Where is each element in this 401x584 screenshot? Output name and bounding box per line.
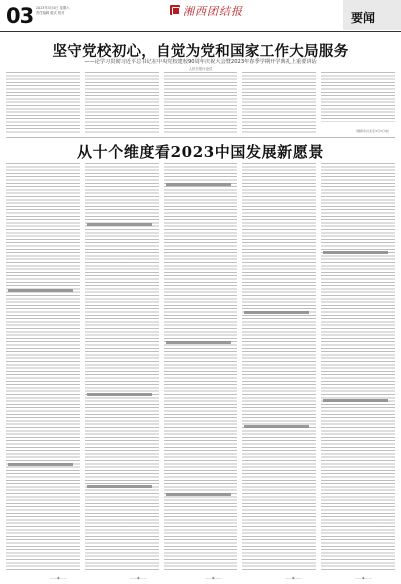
issue-meta-line: 2023年3月4日 星期六 bbox=[36, 6, 70, 10]
footer-ornament: ——◆—— bbox=[285, 576, 302, 580]
subheading-mark bbox=[323, 251, 388, 254]
subheading-mark bbox=[166, 183, 231, 186]
newspaper-seal-icon bbox=[170, 5, 180, 15]
article-body-columns bbox=[6, 72, 395, 134]
article-headline: 坚守党校初心，自觉为党和国家工作大局服务 bbox=[52, 44, 349, 60]
subheading-mark bbox=[87, 393, 152, 396]
footer-ornament: ——◆—— bbox=[205, 576, 222, 580]
article-subheadline: ——论学习贯彻习近平总书记在中央党校建校90周年庆祝大会暨2023年春季学期开学典礼上重要讲话 bbox=[84, 59, 317, 65]
footer-ornament: ——◆—— bbox=[355, 576, 372, 580]
text-column bbox=[164, 72, 238, 134]
newspaper-masthead: 湘西团结报 bbox=[183, 5, 243, 18]
text-column bbox=[321, 72, 395, 122]
text-column bbox=[6, 72, 80, 134]
subheading-mark bbox=[8, 463, 73, 466]
subheading-mark bbox=[244, 311, 309, 314]
subheading-mark bbox=[166, 341, 231, 344]
text-column bbox=[321, 163, 395, 571]
subheading-mark bbox=[87, 223, 152, 226]
subheading-mark bbox=[8, 289, 73, 292]
subheading-mark bbox=[87, 485, 152, 488]
issue-meta-line: 责任编辑 版式 校对 bbox=[36, 11, 65, 15]
page-header bbox=[0, 0, 401, 36]
header-divider bbox=[0, 31, 401, 32]
section-divider bbox=[6, 137, 395, 138]
footer-ornament: ——◆—— bbox=[130, 576, 147, 580]
footer-ornament: ——◆—— bbox=[50, 576, 67, 580]
text-column bbox=[85, 72, 159, 134]
subheading-mark bbox=[244, 425, 309, 428]
text-column bbox=[6, 163, 80, 571]
page-footer bbox=[0, 575, 401, 584]
section-name: 要闻 bbox=[351, 11, 376, 25]
subheading-mark bbox=[323, 399, 388, 402]
page-number: 03 bbox=[6, 4, 34, 28]
article-byline: 人民日报评论员 bbox=[188, 67, 213, 71]
article-source-note: （据新华社北京3月1日电） bbox=[354, 129, 391, 133]
second-article-body-columns bbox=[6, 163, 395, 571]
second-article-headline: 从十个维度看2023中国发展新愿景 bbox=[77, 143, 324, 161]
subheading-mark bbox=[166, 493, 231, 496]
text-column bbox=[85, 163, 159, 571]
text-column bbox=[242, 72, 316, 134]
issue-meta bbox=[36, 6, 84, 16]
text-column bbox=[164, 163, 238, 571]
text-column bbox=[242, 163, 316, 571]
